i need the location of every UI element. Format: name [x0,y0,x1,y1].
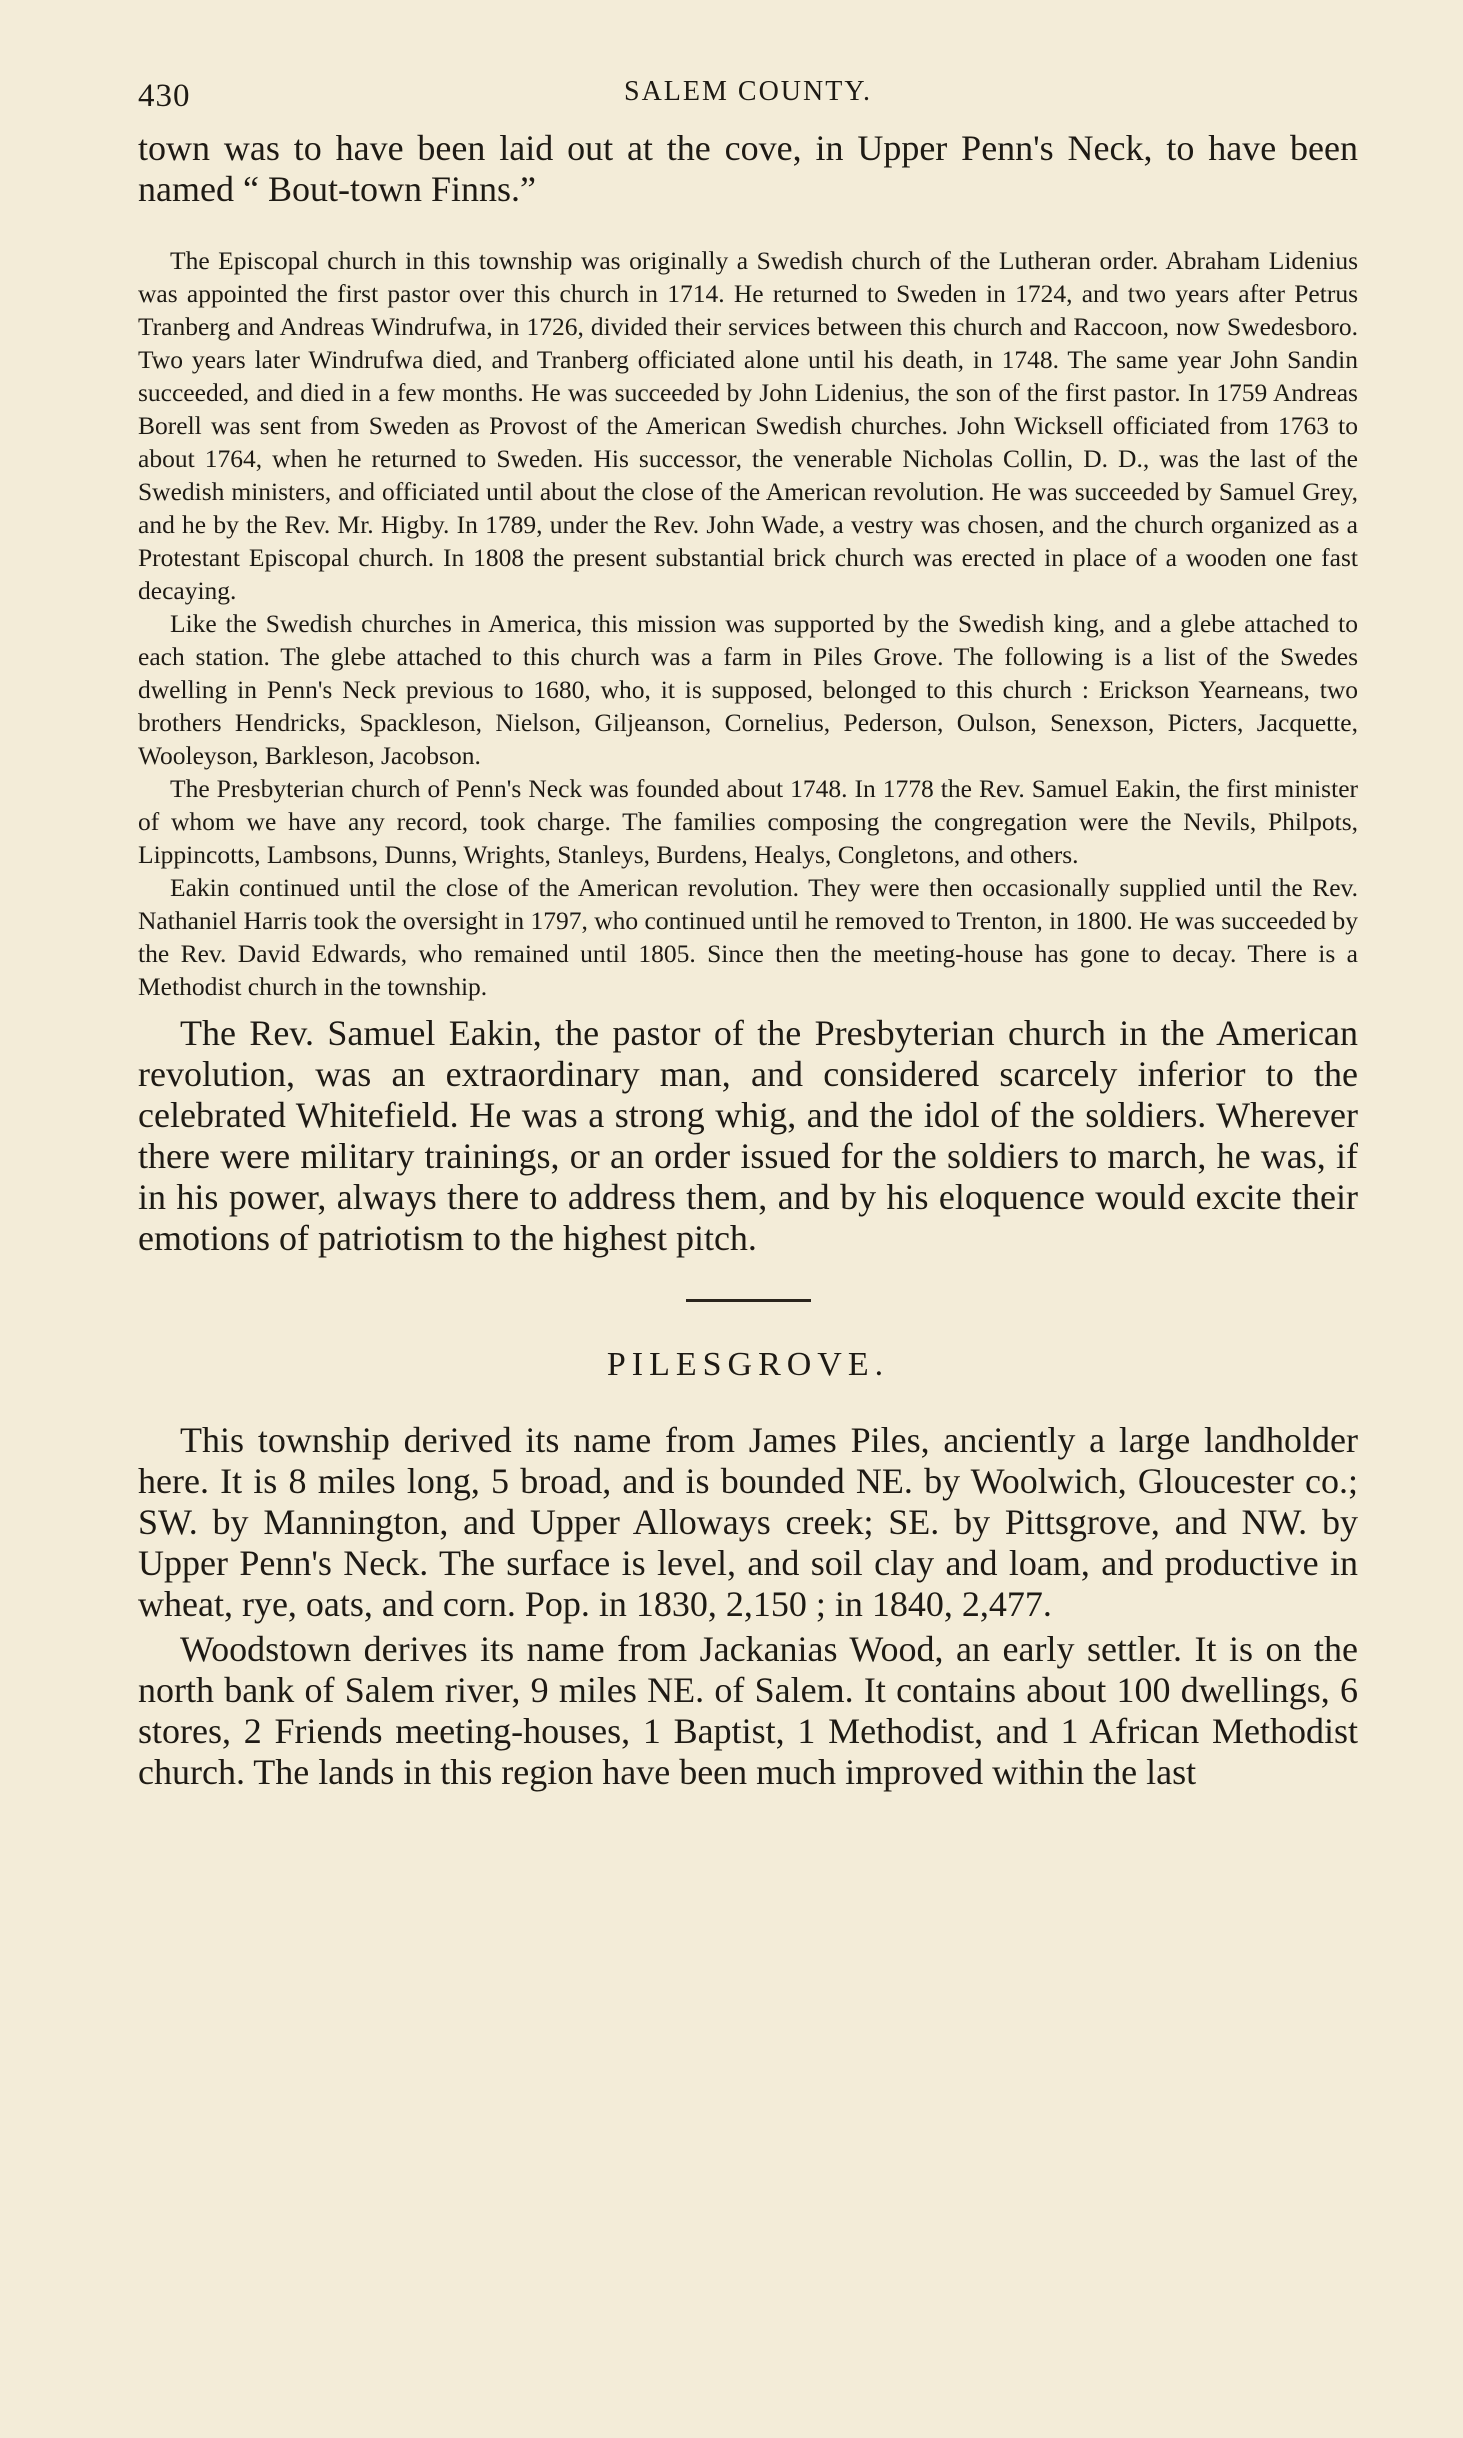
presbyterian-church-paragraph: The Presbyterian church of Penn's Neck was founded about 1748. In 1778 the Rev. Samuel Eakin, the first minister of whom we have any record, took charge. The families composing the congregation were the Nevils, Philpots, Lippincotts, Lambsons, Dunns, Wrights, Stanleys, Burdens, Healys, Congletons, and others. [138,774,1358,869]
eakin-pastor-paragraph: The Rev. Samuel Eakin, the pastor of the Presbyterian church in the American revolution, was an extraordinary man, and considered scarcely inferior to the celebrated Whitefield. He was a strong whig, and the idol of the soldiers. Wherever there were military trainings, or an order issued for the soldiers to march, he was, if in his power, always there to address them, and by his eloquence would excite their emotions of patriotism to the highest pitch. [138,1013,1358,1258]
episcopal-church-paragraph: The Episcopal church in this township was originally a Swedish church of the Lutheran order. Abraham Lidenius was appointed the first pastor over this church in 1714. He returned to Sweden in 1724, and two years after Petrus Tranberg and Andreas Windrufwa, in 1726, divided their services between this church and Raccoon, now Swedesboro. Two years later Windrufwa died, and Tranberg officiated alone until his death, in 1748. The same year John Sandin succeeded, and died in a few months. He was succeeded by John Lidenius, the son of the first pastor. In 1759 Andreas Borell was sent from Sweden as Provost of the American Swedish churches. John Wicksell officiated from 1763 to about 1764, when he returned to Sweden. His successor, the venerable Nicholas Collin, D. D., was the last of the Swedish ministers, and officiated until about the close of the American revolution. He was succeeded by Samuel Grey, and he by the Rev. Mr. Higby. In 1789, under the Rev. John Wade, a vestry was chosen, and the church organized as a Protestant Episcopal church. In 1808 the present substantial brick church was erected in place of a wooden one fast decaying. [138,246,1358,605]
eakin-continued-paragraph: Eakin continued until the close of the American revolution. They were then occasionally supplied until the Rev. Nathaniel Harris took the oversight in 1797, who continued until he removed to Trenton, in 1800. He was succeeded by the Rev. David Edwards, who remained until 1805. Since then the meeting-house has gone to decay. There is a Methodist church in the township. [138,873,1358,1001]
book-page [138,70,1358,1793]
running-title: SALEM COUNTY. [624,76,872,107]
page-number: 430 [138,78,191,114]
section-divider [686,1299,811,1302]
section-heading: PILESGROVE. [606,1346,890,1383]
township-paragraph: This township derived its name from James Piles, anciently a large landholder here. It is 8 miles long, 5 broad, and is bounded NE. by Woolwich, Gloucester co.; SW. by Mannington, and Upper Alloways creek; SE. by Pittsgrove, and NW. by Upper Penn's Neck. The surface is level, and soil clay and loam, and productive in wheat, rye, oats, and corn. Pop. in 1830, 2,150 ; in 1840, 2,477. [138,1420,1358,1624]
small-print-block [138,244,1358,1003]
running-head [138,70,1358,128]
woodstown-paragraph: Woodstown derives its name from Jackanias Wood, an early settler. It is on the north bank of Salem river, 9 miles NE. of Salem. It contains about 100 dwellings, 6 stores, 2 Friends meeting-houses, 1 Baptist, 1 Methodist, and 1 African Methodist church. The lands in this region have been much improved within the last [138,1629,1358,1792]
swedish-mission-paragraph: Like the Swedish churches in America, this mission was supported by the Swedish king, and a glebe attached to each station. The glebe attached to this church was a farm in Piles Grove. The following is a list of the Swedes dwelling in Penn's Neck previous to 1680, who, it is supposed, belonged to this church : Erickson Yearneans, two brothers Hendricks, Spackleson, Nielson, Giljeanson, Cornelius, Pederson, Oulson, Senexson, Picters, Jacquette, Wooleyson, Barkleson, Jacobson. [138,609,1358,770]
intro-paragraph: town was to have been laid out at the cove, in Upper Penn's Neck, to have been named “ Bout-town Finns.” [138,128,1358,209]
